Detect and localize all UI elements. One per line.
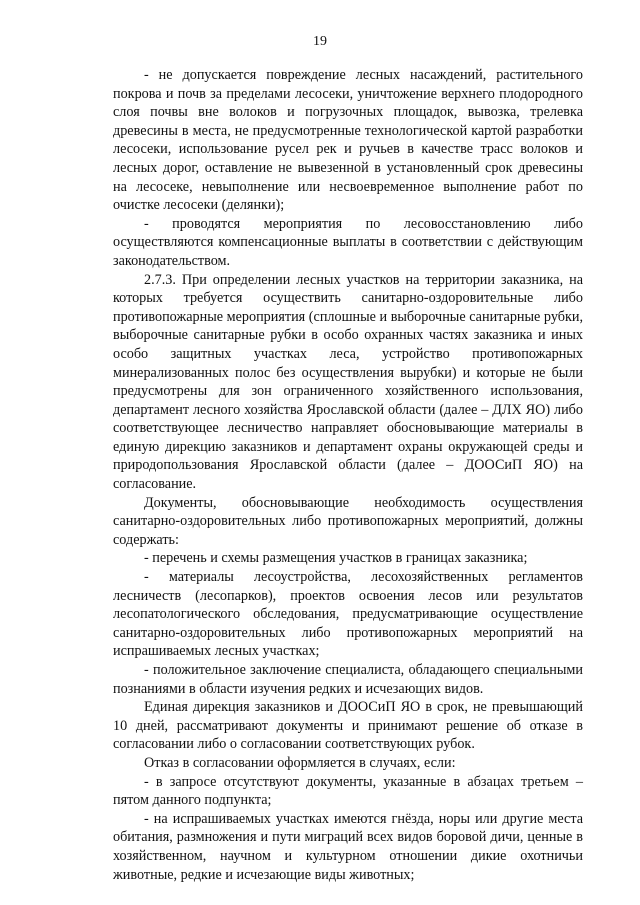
paragraph: - не допускается повреждение лесных насаждений, растительного покрова и почв за пределами лесосеки, уничтожение верхнего плодородного слоя почвы вне волоков и погрузочных площадок, вывозка, трелевка древесины в места, не предусмотренные технологической картой разработки лесосеки, использование русел рек и ручьев в качестве трасс волоков и лесных дорог, оставление не вывезенной в установленный срок древесины на лесосеке, невыполнение или несвоевременное выполнение работ по очистке лесосеки (делянки); (113, 67, 583, 214)
paragraph: - положительное заключение специалиста, обладающего специальными познаниями в области изучения редких и исчезающих видов. (113, 662, 583, 697)
document-body (113, 66, 583, 884)
paragraph: 2.7.3. При определении лесных участков на территории заказника, на которых требуется осуществить санитарно-оздоровительные либо противопожарные мероприятия (сплошные и выборочные санитарные рубки, выборочные санитарные рубки в особо охранных частях заказника и иных особо защитных участках леса, устройство противопожарных минерализованных полос без осуществления вырубки) и которые не были предусмотрены для зон ограниченного хозяйственного использования, департамент лесного хозяйства Ярославской области (далее – ДЛХ ЯО) либо соответствующее лесничество направляет обосновывающие материалы в единую дирекцию заказников и департамент охраны окружающей среды и природопользования Ярославской области (далее – ДООСиП ЯО) на согласование. (113, 271, 583, 493)
paragraph: Единая дирекция заказников и ДООСиП ЯО в срок, не превышающий 10 дней, рассматривают документы и принимают решение об отказе в согласовании либо о согласовании соответствующих рубок. (113, 699, 583, 753)
paragraph: Отказ в согласовании оформляется в случаях, если: (144, 754, 456, 771)
paragraph: - в запросе отсутствуют документы, указанные в абзацах третьем – пятом данного подпункта; (113, 773, 583, 809)
page-number: 19 (313, 34, 327, 49)
paragraph: - проводятся мероприятия по лесовосстановлению либо осуществляются компенсационные выплаты в соответствии с действующим законодательством. (113, 215, 583, 269)
paragraph: - на испрашиваемых участках имеются гнёзда, норы или другие места обитания, размножения и пути миграций всех видов боровой дичи, ценные в хозяйственном, научном и культурном отношении дикие охотничьи животные, редкие и исчезающие виды животных; (113, 810, 583, 883)
paragraph: - перечень и схемы размещения участков в границах заказника; (144, 550, 528, 567)
paragraph: Документы, обосновывающие необходимость осуществления санитарно-оздоровительных либо противопожарных мероприятий, должны содержать: (113, 494, 583, 548)
paragraph: - материалы лесоустройства, лесохозяйственных регламентов лесничеств (лесопарков), проектов освоения лесов или результатов лесопатологического обследования, предусматривающие осуществление санитарно-оздоровительных либо противопожарных мероприятий на испрашиваемых лесных участках; (113, 569, 583, 660)
